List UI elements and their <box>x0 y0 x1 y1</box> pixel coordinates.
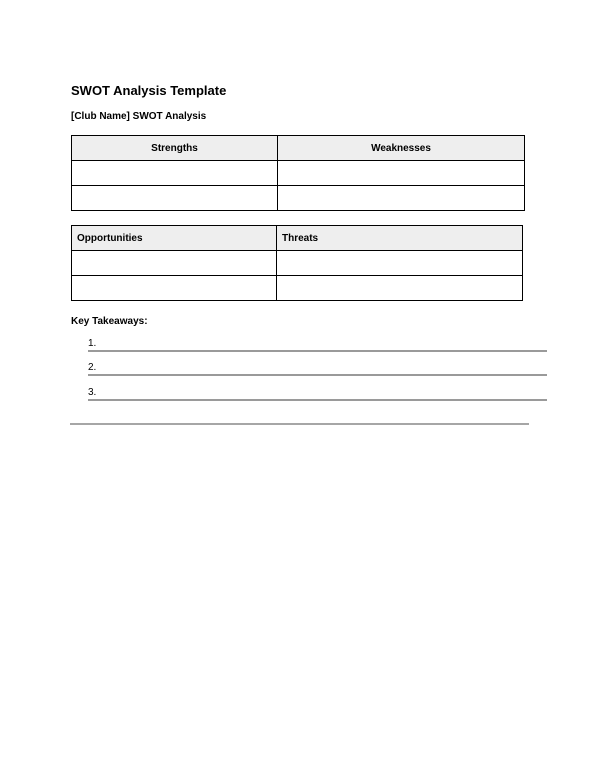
threats-cell[interactable] <box>277 276 523 301</box>
strengths-cell[interactable] <box>72 161 278 186</box>
key-takeaways-label: Key Takeaways: <box>71 316 148 327</box>
table-header-row <box>72 226 523 251</box>
document-title: SWOT Analysis Template <box>71 83 227 98</box>
threats-cell[interactable] <box>277 251 523 276</box>
table-row <box>72 186 525 211</box>
takeaway-line-2[interactable] <box>88 361 547 376</box>
opportunities-header: Opportunities <box>72 226 277 251</box>
document-subtitle: [Club Name] SWOT Analysis <box>71 111 207 122</box>
opportunities-threats-table <box>71 225 523 301</box>
takeaway-number: 3. <box>88 387 97 398</box>
weaknesses-cell[interactable] <box>278 186 525 211</box>
table-row <box>72 161 525 186</box>
weaknesses-cell[interactable] <box>278 161 525 186</box>
weaknesses-header: Weaknesses <box>278 136 525 161</box>
takeaway-line-3[interactable] <box>88 386 547 401</box>
table-row <box>72 251 523 276</box>
opportunities-cell[interactable] <box>72 276 277 301</box>
takeaway-number: 1. <box>88 338 97 349</box>
takeaway-line-1[interactable] <box>88 337 547 352</box>
table-row <box>72 276 523 301</box>
strengths-header: Strengths <box>72 136 278 161</box>
threats-header: Threats <box>277 226 523 251</box>
strengths-weaknesses-table <box>71 135 525 211</box>
bottom-divider <box>70 423 529 425</box>
strengths-cell[interactable] <box>72 186 278 211</box>
takeaway-number: 2. <box>88 362 97 373</box>
opportunities-cell[interactable] <box>72 251 277 276</box>
table-header-row <box>72 136 525 161</box>
